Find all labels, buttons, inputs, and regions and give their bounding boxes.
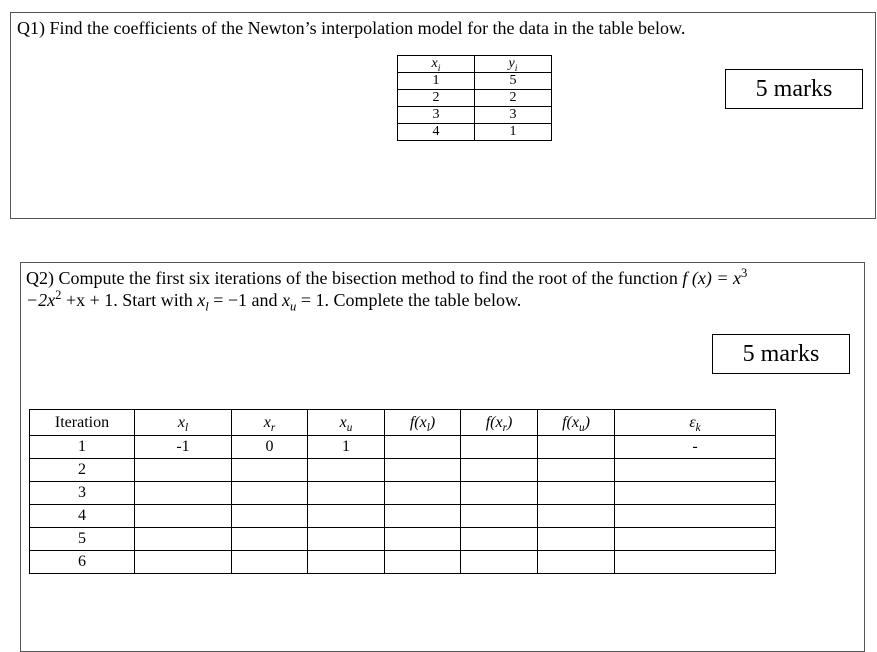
table-cell bbox=[135, 482, 232, 505]
question-2-box bbox=[20, 262, 865, 652]
table-cell: 2 bbox=[398, 90, 475, 107]
table-row bbox=[398, 107, 552, 124]
table-cell: 3 bbox=[475, 107, 552, 124]
table-cell: 1 bbox=[475, 124, 552, 141]
table-cell bbox=[538, 528, 615, 551]
table-cell bbox=[615, 459, 776, 482]
table-cell bbox=[385, 551, 461, 574]
table-cell bbox=[615, 505, 776, 528]
question-1-box bbox=[10, 12, 876, 219]
table-cell bbox=[461, 482, 538, 505]
table-cell: 5 bbox=[30, 528, 135, 551]
q1-marks-box: 5 marks bbox=[725, 69, 863, 109]
table-cell bbox=[538, 551, 615, 574]
q2-function-exponent: 3 bbox=[741, 266, 748, 280]
table-cell bbox=[461, 459, 538, 482]
header-f-xu: $f(x_u)$ bbox=[538, 410, 615, 436]
table-cell bbox=[308, 505, 385, 528]
header-f-xl: $f(x_l)$ bbox=[385, 410, 461, 436]
table-cell: 2 bbox=[30, 459, 135, 482]
table-cell bbox=[308, 482, 385, 505]
table-cell bbox=[461, 436, 538, 459]
q2-xu: x bbox=[282, 290, 291, 310]
table-cell: 3 bbox=[30, 482, 135, 505]
table-cell bbox=[232, 551, 308, 574]
table-cell bbox=[308, 551, 385, 574]
header-xr: $x_r$ bbox=[232, 410, 308, 436]
table-row bbox=[30, 459, 776, 482]
table-cell bbox=[232, 459, 308, 482]
table-cell bbox=[232, 528, 308, 551]
q2-xu-sub: u bbox=[290, 299, 297, 314]
table-cell bbox=[135, 505, 232, 528]
table-cell bbox=[461, 528, 538, 551]
table-cell bbox=[308, 459, 385, 482]
q2-text-part: = 1. Complete the table below. bbox=[296, 290, 522, 310]
table-row bbox=[30, 436, 776, 459]
q2-function: f (x) = x bbox=[682, 268, 742, 288]
table-cell bbox=[538, 459, 615, 482]
table-cell bbox=[615, 551, 776, 574]
q2-xl-sub: l bbox=[205, 299, 209, 314]
table-header-row bbox=[398, 56, 552, 73]
q2-text-part: +x + 1. Start with bbox=[61, 290, 198, 310]
table-cell: 4 bbox=[30, 505, 135, 528]
q2-xl: x bbox=[197, 290, 206, 310]
header-iteration: Iteration bbox=[30, 410, 135, 436]
table-cell bbox=[385, 459, 461, 482]
table-cell: 1 bbox=[30, 436, 135, 459]
table-cell bbox=[385, 505, 461, 528]
table-cell bbox=[538, 505, 615, 528]
table-cell: 2 bbox=[475, 90, 552, 107]
table-row bbox=[398, 90, 552, 107]
header-error: $\varepsilon_k$ bbox=[615, 410, 776, 436]
table-header-row bbox=[30, 410, 776, 436]
table-cell: -1 bbox=[135, 436, 232, 459]
table-cell bbox=[385, 528, 461, 551]
header-xu: $x_u$ bbox=[308, 410, 385, 436]
table-cell bbox=[538, 482, 615, 505]
table-cell: 5 bbox=[475, 73, 552, 90]
question-2-text bbox=[26, 266, 861, 314]
table-cell bbox=[232, 482, 308, 505]
q2-term-exponent: 2 bbox=[55, 288, 62, 302]
table-cell bbox=[135, 551, 232, 574]
table-row bbox=[398, 73, 552, 90]
table-cell bbox=[538, 436, 615, 459]
header-f-xr: $f(x_r)$ bbox=[461, 410, 538, 436]
table-cell bbox=[385, 436, 461, 459]
table-cell: 6 bbox=[30, 551, 135, 574]
table-cell: - bbox=[615, 436, 776, 459]
table-cell bbox=[232, 505, 308, 528]
q2-text-part: Q2) Compute the first six iterations of the bisection method to find the root of the function bbox=[26, 268, 683, 288]
table-cell bbox=[615, 528, 776, 551]
table-cell: 0 bbox=[232, 436, 308, 459]
table-cell: 1 bbox=[308, 436, 385, 459]
q2-xl-value: = −1 and bbox=[208, 290, 283, 310]
question-1-text: Q1) Find the coefficients of the Newton’s interpolation model for the data in the table below. bbox=[17, 18, 686, 38]
table-row bbox=[30, 551, 776, 574]
header-xl: $x_l$ bbox=[135, 410, 232, 436]
table-row bbox=[30, 482, 776, 505]
table-cell bbox=[461, 505, 538, 528]
q2-function-term: −2x bbox=[26, 290, 56, 310]
table-row bbox=[30, 528, 776, 551]
header-xi: $x_i$ bbox=[398, 56, 475, 73]
table-cell bbox=[135, 459, 232, 482]
table-cell bbox=[461, 551, 538, 574]
table-row bbox=[398, 124, 552, 141]
table-cell: 3 bbox=[398, 107, 475, 124]
header-yi: $y_i$ bbox=[475, 56, 552, 73]
table-cell: 1 bbox=[398, 73, 475, 90]
table-cell bbox=[135, 528, 232, 551]
table-cell: 4 bbox=[398, 124, 475, 141]
q2-marks-box: 5 marks bbox=[712, 334, 850, 374]
q1-data-table bbox=[397, 55, 552, 141]
table-cell bbox=[308, 528, 385, 551]
table-cell bbox=[385, 482, 461, 505]
q2-bisection-table bbox=[29, 409, 776, 574]
table-cell bbox=[615, 482, 776, 505]
table-row bbox=[30, 505, 776, 528]
